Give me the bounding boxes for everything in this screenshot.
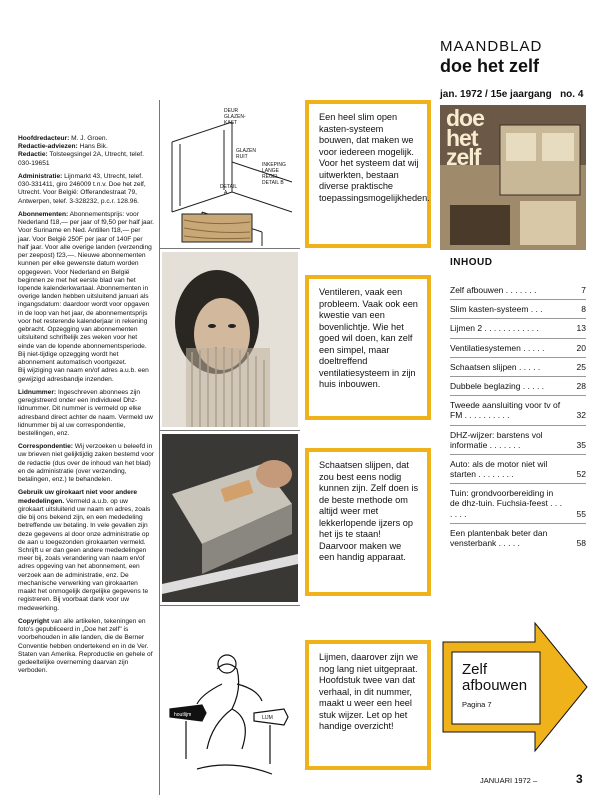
toc-item-page: 52 — [576, 469, 586, 480]
toc-item — [450, 425, 586, 454]
cover-title — [446, 105, 484, 171]
text: Ingeschreven abonnees zijn geregistreerd onder een individueel Dhz-lidnummer. Dit nummer is vermeld op elke adresband direct achter de naam. Vermeld uw lidnummer bij al uw correspondentie, bestellingen, enz. — [18, 388, 153, 437]
toc-item — [450, 338, 586, 357]
label-a: A — [224, 190, 228, 196]
footer-month: JANUARI 1972 – — [480, 776, 538, 785]
text: Vermeld a.u.b. op uw girokaart uitsluitend uw naam en adres, zoals die bij ons bekend zijn, en een mededeling betreffende uw betaling. In vele gevallen zijn deze gegevens al door onze administratie op de aan u toegezonden girokaarten vermeld. — [18, 497, 151, 546]
label-glazen: GLAZEN — [236, 148, 257, 154]
sign-houtlijm: houtlijm — [174, 712, 192, 718]
arrow-title-line: afbouwen — [462, 676, 528, 694]
intro-box-lijmen: Lijmen, daarover zijn we nog lang niet uitgepraat. Hoofdstuk twee van dat verhaal, in dit nummer, maakt u weer een heel stuk wijzer. Let op het handige overzicht! — [305, 640, 431, 770]
toc-item-page: 7 — [581, 285, 586, 295]
intro-box-ventileren: Ventileren, vaak een probleem. Vaak ook een kwestie van een bovenlichtje. Wie het goed wil doen, kan zelf een simpel, maar doeltreffend ventilatiesysteem in zijn huis inbouwen. — [305, 275, 431, 420]
label: Redactie-adviezen: — [18, 143, 78, 151]
page-number: 3 — [576, 772, 583, 786]
text: Tolsteegsingel 2A, Utrecht, telef. 030-19651 — [18, 151, 144, 167]
label: Hoofdredacteur: — [18, 135, 70, 142]
grille — [186, 348, 270, 427]
issue-date: jan. 1972 / 15e jaargang — [440, 89, 552, 100]
toc-item — [450, 395, 586, 424]
glue-cartoon — [162, 609, 298, 789]
toc-item-page: 28 — [576, 380, 586, 391]
label: Redactie: — [18, 151, 48, 159]
cover-title-line: doe — [446, 105, 484, 131]
label: Correspondentie: — [18, 443, 73, 451]
masthead-title: doe het zelf — [440, 56, 540, 76]
toc-item-page: 32 — [576, 410, 586, 421]
label-glazen-kast: GLAZEN- — [224, 114, 246, 120]
toc-item-title: Auto: als de motor niet wil starten . . . . . . . . — [450, 458, 548, 480]
toc-item — [450, 281, 586, 299]
wood-panel — [182, 214, 252, 242]
toc-item-title: Dubbele beglazing . . . . . — [450, 380, 545, 391]
arrow-page: Pagina 7 — [462, 700, 492, 709]
label-regel: REGEL — [262, 174, 279, 180]
arrow-title — [462, 662, 527, 694]
label: Lidnummer: — [18, 388, 57, 396]
text: Wij verzoeken u beleefd in uw brieven niet gelijktijdig zaken bestemd voor de redactie (dus over de inhoud van het blad) en de administratie (over verzending, betalingen, enz.) te behandelen. — [18, 443, 154, 484]
toc-item — [450, 523, 586, 552]
issue-number: no. 4 — [560, 89, 584, 100]
toc-item — [450, 318, 586, 337]
toc-item-title: Tuin: grondvoorbereiding in de dhz-tuin. Fuchsia-feest . . . . . . . — [450, 488, 562, 519]
label-detail-b: DETAIL B — [262, 180, 284, 186]
colophon — [18, 135, 154, 681]
skate-sharpening-photo — [162, 434, 298, 602]
toc-item-title: Slim kasten-systeem . . . — [450, 304, 543, 315]
toc-item-page: 35 — [576, 439, 586, 450]
toc-item-page: 58 — [576, 538, 586, 548]
label-detail: DETAIL — [220, 184, 238, 190]
cabinet-diagram — [162, 102, 298, 246]
toc-item — [450, 299, 586, 318]
divider — [160, 605, 300, 606]
text: Abonnementsprijs: voor Nederland f18,— per jaar of f9,50 per half jaar. Voor Suriname en Ned. Antillen f18,— per jaar. Voor België 250F per jaar of 140F per half jaar. Voor alle overige landen (verzending per zeepost) f23,—. Nieuwe abonnementen kunnen per elke gewenste datum worden opgegeven. Voor Nederland en België beginnen ze met het eerste blad van het lopende kalenderkwartaal. Abonnementen in overige landen hebben uitsluitend januari als ingangsdatum: daardoor wordt voor opgaven in de loop van het jaar, de abonnementsprijs voor het resterende kalenderjaar in rekening gebracht. Opzegging van abonnementen uitsluitend schriftelijk zes weken voor het einde van de lopende abonnementsperiode. Bij niet-tijdige opzegging wordt het abonnement automatisch voortgezet. — [18, 210, 154, 367]
text: Lijnmarkt 43, Utrecht, telef. 030-331411, giro 246009 t.n.v. Doe het zelf, Utrecht. Voor België: Offerandestraat 79, Antwerpen, telef. 3-328232, p.c.r. 128.96. — [18, 172, 146, 205]
toc-item-page: 55 — [576, 508, 586, 519]
toc-item — [450, 357, 586, 376]
text: van alle artikelen, tekeningen en foto's gepubliceerd in „Doe het zelf" is voorbehouden in alle landen, die de Berner Conventie hebben ondertekend en in de Ver. Staten van Amerika. Reproductie en gehele of gedeeltelijke overneming daarvan zijn verboden. — [18, 617, 153, 675]
cover-thumbnail — [440, 105, 586, 250]
sign-lijm: LIJM — [262, 715, 273, 721]
toc-item-page: 13 — [576, 323, 586, 334]
text: Hans Bik. — [77, 143, 108, 151]
label: Abonnementen: — [18, 210, 69, 218]
label-lange: LANGE — [262, 168, 279, 174]
label-inkeping: INKEPING — [262, 162, 286, 168]
toc-heading: INHOUD — [450, 257, 493, 268]
toc-item — [450, 376, 586, 395]
table-of-contents — [450, 281, 586, 552]
text: M. J. Groen. — [69, 135, 108, 142]
label: Gebruik uw girokaart niet voor andere mededelingen. — [18, 489, 138, 505]
label: Copyright — [18, 617, 50, 625]
toc-item — [450, 483, 586, 523]
column-divider — [159, 100, 160, 795]
divider — [160, 248, 300, 249]
toc-item-page: 8 — [581, 304, 586, 315]
label-kast: KAST — [224, 120, 238, 126]
divider — [160, 430, 300, 431]
toc-item — [450, 454, 586, 483]
toc-item-title: Schaatsen slijpen . . . . . — [450, 361, 541, 372]
cover-title-line: zelf — [446, 144, 481, 171]
label-ruit: RUIT — [236, 154, 248, 160]
intro-box-schaatsen: Schaatsen slijpen, dat zou best eens nodig kunnen zijn. Zelf doen is de beste methode om altijd weer met lekkerlopende ijzers op het ijs te staan! Daarvoor maken we een handig apparaat. — [305, 448, 431, 596]
masthead-issue — [440, 89, 590, 100]
arrow-title-line: Zelf — [462, 661, 488, 678]
toc-item-title: Een plantenbak beter dan vensterbank . . . . . — [450, 527, 548, 548]
toc-item-title: Lijmen 2 . . . . . . . . . . . . — [450, 323, 539, 334]
label: Administratie: — [18, 172, 63, 180]
cover-title-line: het — [446, 124, 478, 151]
toc-item-page: 25 — [576, 361, 586, 372]
toc-item-title: Zelf afbouwen . . . . . . . — [450, 285, 537, 295]
masthead-maandblad: MAANDBLAD — [440, 38, 543, 55]
toc-item-page: 20 — [576, 342, 586, 353]
ventilation-photo — [162, 252, 298, 427]
masthead — [440, 38, 590, 100]
text: Bij wijziging van naam en/of adres a.u.b. een gewijzigd adresbandje inzenden. — [18, 367, 149, 383]
toc-item-title: DHZ-wijzer: barstens vol informatie . . . . . . . — [450, 429, 543, 450]
text: Schrijft u er dan geen andere mededelingen meer bij, zoals verandering van naam en/of adres opgeving van het abonnement, een verzoek aan de administratie, enz. De mechanische verwerking van girokaarten maakt het onmogelijk dergelijke gegevens te registreren. Bij voorbaat dank voor uw medewerking. — [18, 547, 149, 612]
label-deur: DEUR — [224, 108, 239, 114]
toc-item-title: Tweede aansluiting voor tv of FM . . . . . . . . . . — [450, 400, 561, 421]
toc-item-title: Ventilatiesystemen . . . . . — [450, 342, 545, 353]
intro-box-kasten: Een heel slim open kasten-systeem bouwen, dat maken we voor iedereen mogelijk. Voor het systeem dat wij uitwerkten, bestaan diverse praktische toepassingsmogelijkheden. — [305, 100, 431, 248]
